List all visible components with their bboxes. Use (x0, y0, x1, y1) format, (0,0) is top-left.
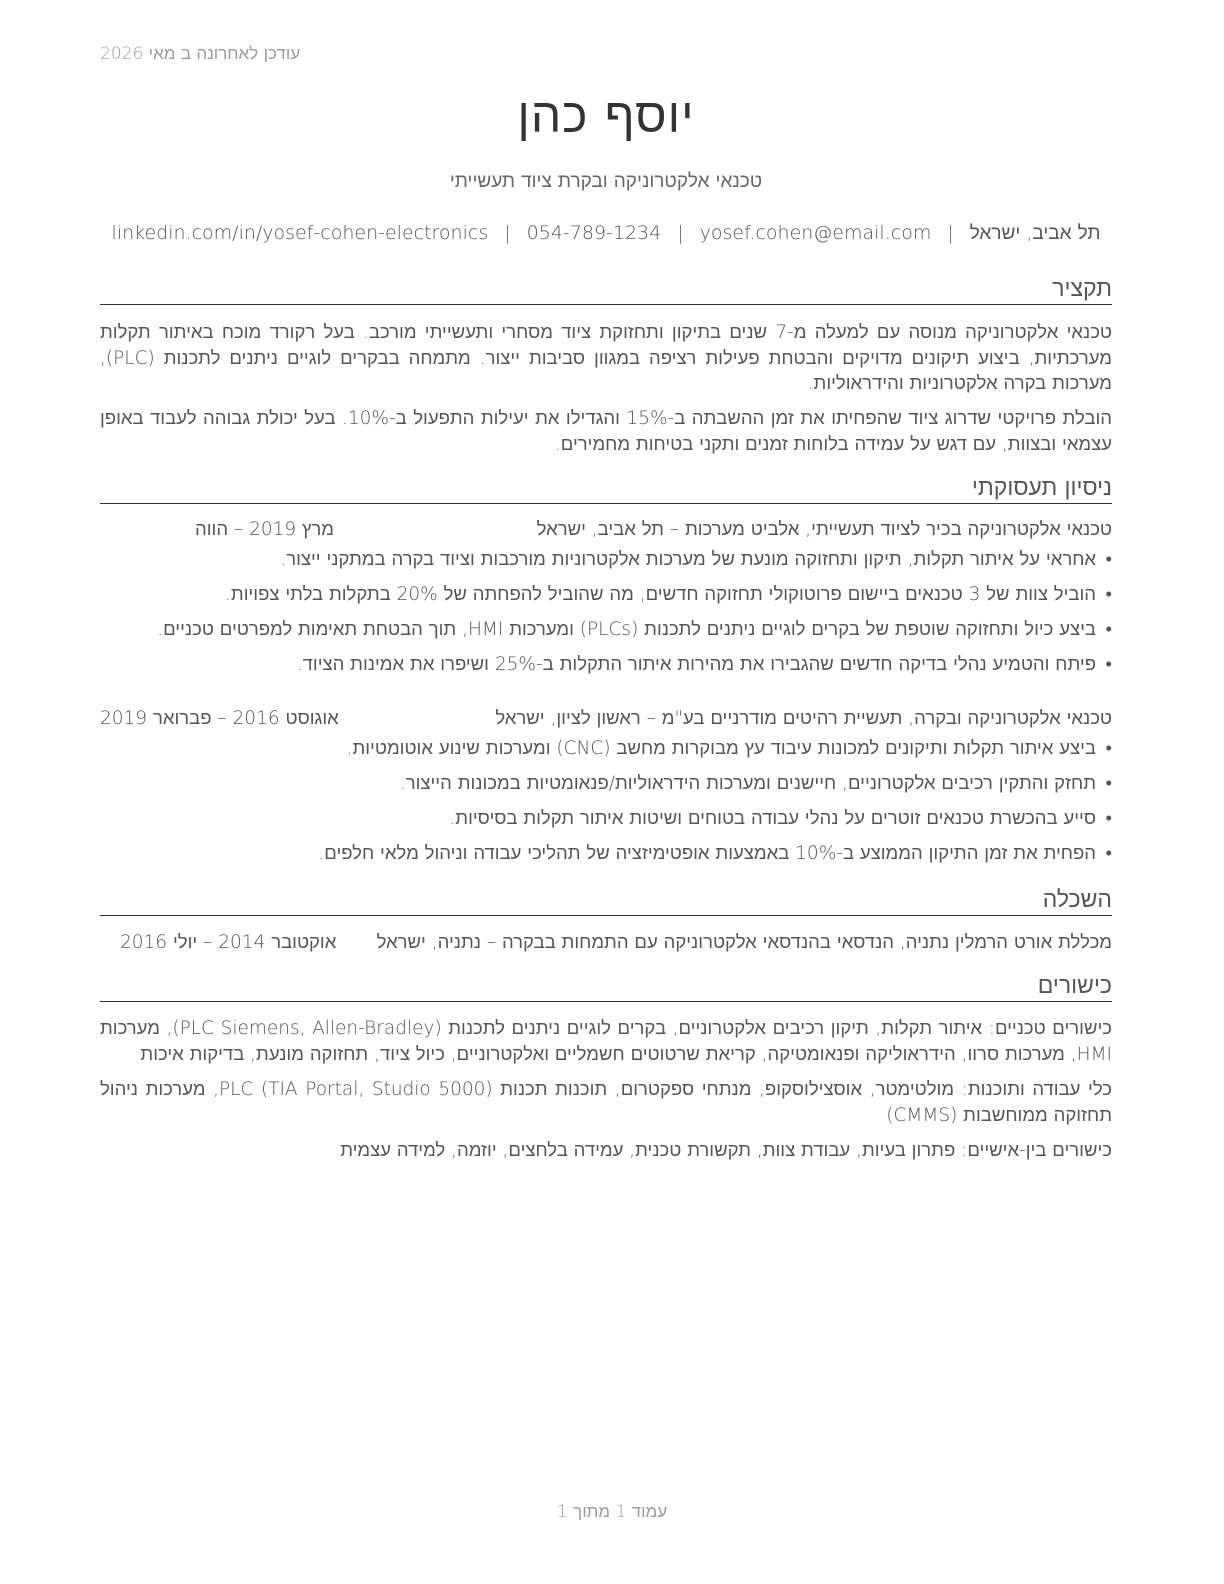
skills-technical: כישורים טכניים: איתור תקלות, תיקון רכיבים אלקטרוניים, בקרים לוגיים ניתנים לתכנות (PLC Siemens, Allen-Bradley), מערכות HMI, מערכות סרוו, הידראוליקה ופנאומטיקה, קריאת שרטוטים חשמליים ואלקטרוניים, כיול ציוד, תחזוקה מונעת, בדיקות איכות (100, 1018, 1112, 1065)
list-item: • הוביל צוות של 3 טכנאים ביישום פרוטוקולי תחזוקה חדשים, מה שהוביל להפחתה של 20% בתקלות בלתי צפויות. (225, 584, 1112, 605)
education-dates: אוקטובר 2014 – יולי 2016 (120, 932, 337, 953)
bullet-icon: • (1105, 738, 1112, 759)
contact-separator: | (677, 222, 684, 244)
contact-email[interactable]: yosef.cohen@email.com (699, 222, 932, 244)
contact-phone[interactable]: 054-789-1234 (526, 222, 662, 244)
list-item: • סייע בהכשרת טכנאים זוטרים על נהלי עבודה בטוחים ושיטות איתור תקלות בסיסיות. (449, 808, 1112, 829)
candidate-name: יוסף כהן (517, 88, 695, 144)
job-dates-1: מרץ 2019 – הווה (195, 519, 334, 540)
summary-heading: תקציר (100, 276, 1112, 305)
contact-separator: | (947, 222, 954, 244)
list-item: • ביצע כיול ותחזוקה שוטפת של בקרים לוגיים ניתנים לתכנות (PLCs) ומערכות HMI, תוך הבטחת תאימות למפרטים טכניים. (157, 619, 1112, 640)
skills-heading: כישורים (100, 973, 1112, 1002)
list-item: • ביצע איתור תקלות ותיקונים למכונות עיבוד עץ מבוקרות מחשב (CNC) ומערכות שינוע אוטומטיות. (346, 738, 1112, 759)
bullet-icon: • (1105, 619, 1112, 640)
bullet-icon: • (1105, 549, 1112, 570)
summary-paragraph-2: הובלת פרויקטי שדרוג ציוד שהפחיתו את זמן ההשבתה ב-15% והגדילו את יעילות התפעול ב-10%. בעל יכולת גבוהה לעבוד באופן עצמאי ובצוות, עם דגש על עמידה בלוחות זמנים ותקני בטיחות מחמירים. (100, 408, 1112, 455)
skills-tools: כלי עבודה ותוכנות: מולטימטר, אוסצילוסקופ, מנתחי ספקטרום, תוכנות תכנות PLC (TIA Portal, Studio 5000), מערכות ניהול תחזוקה ממוחשבות (CMMS) (100, 1079, 1112, 1126)
skills-interpersonal: כישורים בין-אישיים: פתרון בעיות, עבודת צוות, תקשורת טכנית, עמידה בלחצים, יוזמה, למידה עצמית (340, 1140, 1112, 1161)
job-dates-2: אוגוסט 2016 – פברואר 2019 (100, 708, 339, 729)
education-heading: השכלה (100, 887, 1112, 916)
bullet-icon: • (1105, 843, 1112, 864)
job-bullets-2 (100, 737, 1112, 877)
experience-heading: ניסיון תעסוקתי (100, 475, 1112, 504)
job-bullets-1 (100, 548, 1112, 688)
contact-separator: | (504, 222, 511, 244)
education-entry: מכללת אורט הרמלין נתניה, הנדסאי בהנדסאי אלקטרוניקה עם התמחות בבקרה – נתניה, ישראל (376, 932, 1112, 953)
job-role-2: טכנאי אלקטרוניקה ובקרה, תעשיית רהיטים מודרניים בע"מ – ראשון לציון, ישראל (495, 708, 1112, 729)
contact-linkedin[interactable]: linkedin.com/in/yosef-cohen-electronics (111, 222, 489, 244)
list-item: • פיתח והטמיע נהלי בדיקה חדשים שהגבירו את מהירות איתור התקלות ב-25% ושיפרו את אמינות הציוד. (296, 654, 1112, 675)
list-item: • תחזק והתקין רכיבים אלקטרוניים, חיישנים ומערכות הידראוליות/פנאומטיות במכונות הייצור. (399, 773, 1112, 794)
bullet-icon: • (1105, 808, 1112, 829)
resume-page (100, 0, 1112, 1584)
contact-line (100, 222, 1112, 245)
bullet-icon: • (1105, 773, 1112, 794)
list-item: • אחראי על איתור תקלות, תיקון ותחזוקה מונעת של מערכות אלקטרוניות מורכבות וציוד בקרה במתקני ייצור. (280, 549, 1112, 570)
job-title: טכנאי אלקטרוניקה ובקרת ציוד תעשייתי (449, 170, 763, 192)
summary-paragraph-1: טכנאי אלקטרוניקה מנוסה עם למעלה מ-7 שנים בתיקון ותחזוקת ציוד מסחרי ותעשייתי מורכב. בעל רקורד מוכח באיתור תקלות מערכתיות, ביצוע תיקונים מדויקים והבטחת פעילות רציפה במגוון סביבות ייצור. מתמחה בבקרים לוגיים ניתנים לתכנות (PLC), מערכות בקרה אלקטרוניות והידראוליות. (100, 322, 1112, 394)
contact-location: תל אביב, ישראל (969, 222, 1101, 244)
bullet-icon: • (1105, 654, 1112, 675)
bullet-icon: • (1105, 584, 1112, 605)
job-role-1: טכנאי אלקטרוניקה בכיר לציוד תעשייתי, אלביט מערכות – תל אביב, ישראל (536, 519, 1112, 540)
list-item: • הפחית את זמן התיקון הממוצע ב-10% באמצעות אופטימיזציה של תהליכי עבודה וניהול מלאי חלפים. (318, 843, 1112, 864)
page-number: עמוד 1 מתוך 1 (556, 1502, 668, 1522)
last-updated-note: עודכן לאחרונה ב מאי 2026 (100, 44, 301, 64)
